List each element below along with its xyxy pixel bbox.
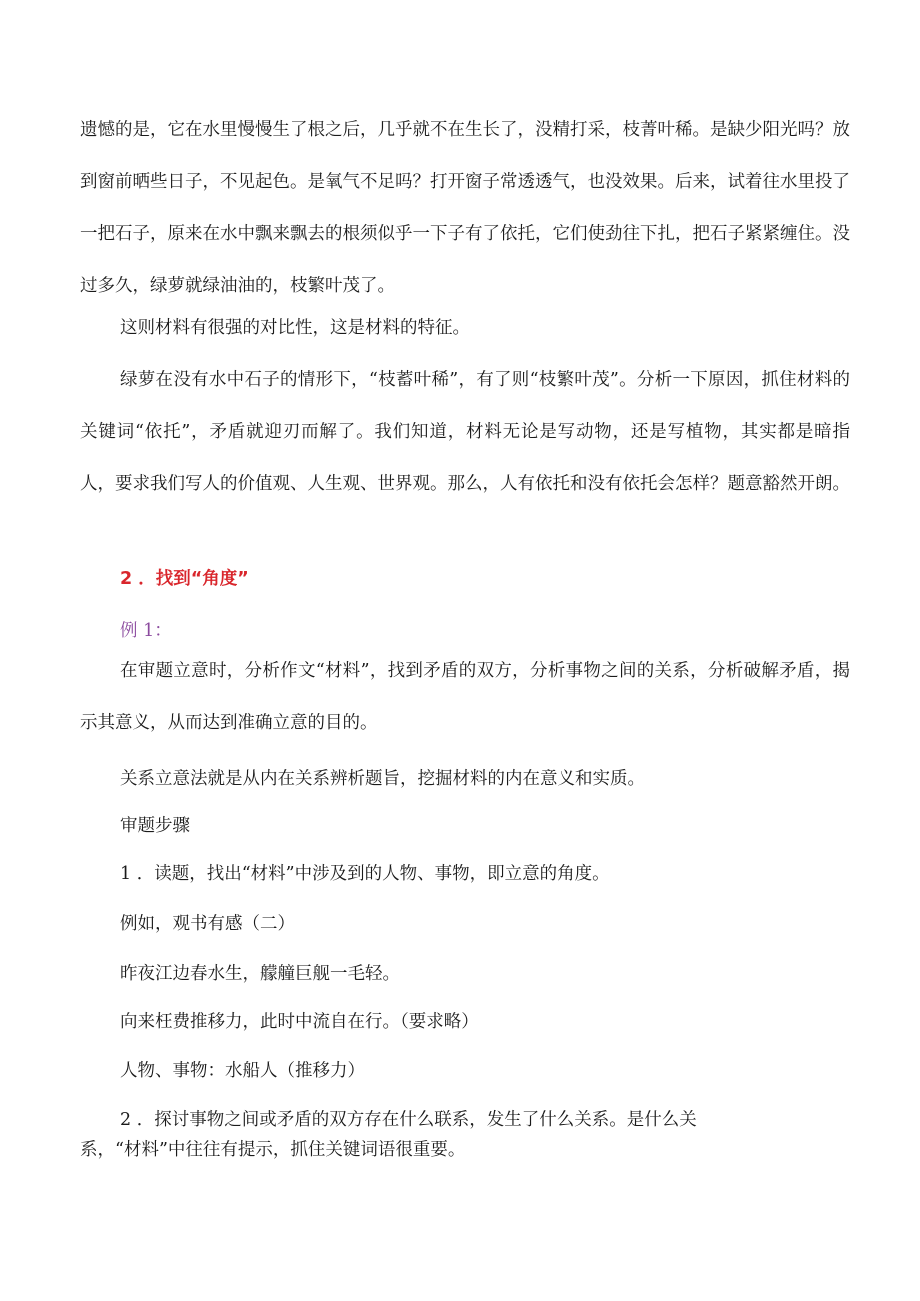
persons-things: 人物、事物：水船人（推移力） bbox=[120, 1061, 365, 1081]
step-1: 1 ．读题，找出“材料”中涉及到的人物、事物，即立意的角度。 bbox=[120, 864, 610, 884]
example-label: 例 1： bbox=[120, 621, 172, 641]
paragraph-relation: 关系立意法就是从内在关系辨析题旨，挖掘材料的内在意义和实质。 bbox=[120, 769, 645, 789]
example-poem-title: 例如，观书有感（二） bbox=[120, 914, 295, 934]
section-heading-angle: 2 ．找到“角度” bbox=[120, 569, 249, 589]
paragraph-analysis: 绿萝在没有水中石子的情形下，“枝蓄叶稀”，有了则“枝繁叶茂”。分析一下原因，抓住材料的关键词“依托”，矛盾就迎刃而解了。我们知道，材料无论是写动物，还是写植物，其实都是暗指人，要求我们写人的价值观、人生观、世界观。那么，人有依托和没有依托会怎样？题意豁然开朗。 bbox=[80, 370, 850, 494]
steps-heading: 审题步骤 bbox=[120, 816, 190, 836]
paragraph-lvluo-story: 遗憾的是，它在水里慢慢生了根之后，几乎就不在生长了，没精打采，枝菁叶稀。是缺少阳光吗？放到窗前晒些日子，不见起色。是氧气不足吗？打开窗子常透透气，也没效果。后来，试着往水里投了一把石子，原来在水中飘来飘去的根须似乎一下子有了依托，它们使劲往下扎，把石子紧紧缠住。没过多久，绿萝就绿油油的，枝繁叶茂了。 bbox=[80, 120, 850, 296]
paragraph-method: 在审题立意时，分析作文“材料”，找到矛盾的双方，分析事物之间的关系，分析破解矛盾，揭示其意义，从而达到准确立意的目的。 bbox=[80, 661, 850, 733]
poem-line-2: 向来枉费推移力，此时中流自在行。（要求略） bbox=[120, 1012, 479, 1032]
step-2-line-2: 系，“材料”中往往有提示，抓住关键词语很重要。 bbox=[80, 1140, 466, 1160]
poem-line-1: 昨夜江边春水生，艨艟巨舰一毛轻。 bbox=[120, 964, 400, 984]
step-2-line-1: 2 ．探讨事物之间或矛盾的双方存在什么联系，发生了什么关系。是什么关 bbox=[120, 1110, 697, 1130]
paragraph-contrast: 这则材料有很强的对比性，这是材料的特征。 bbox=[120, 318, 470, 338]
